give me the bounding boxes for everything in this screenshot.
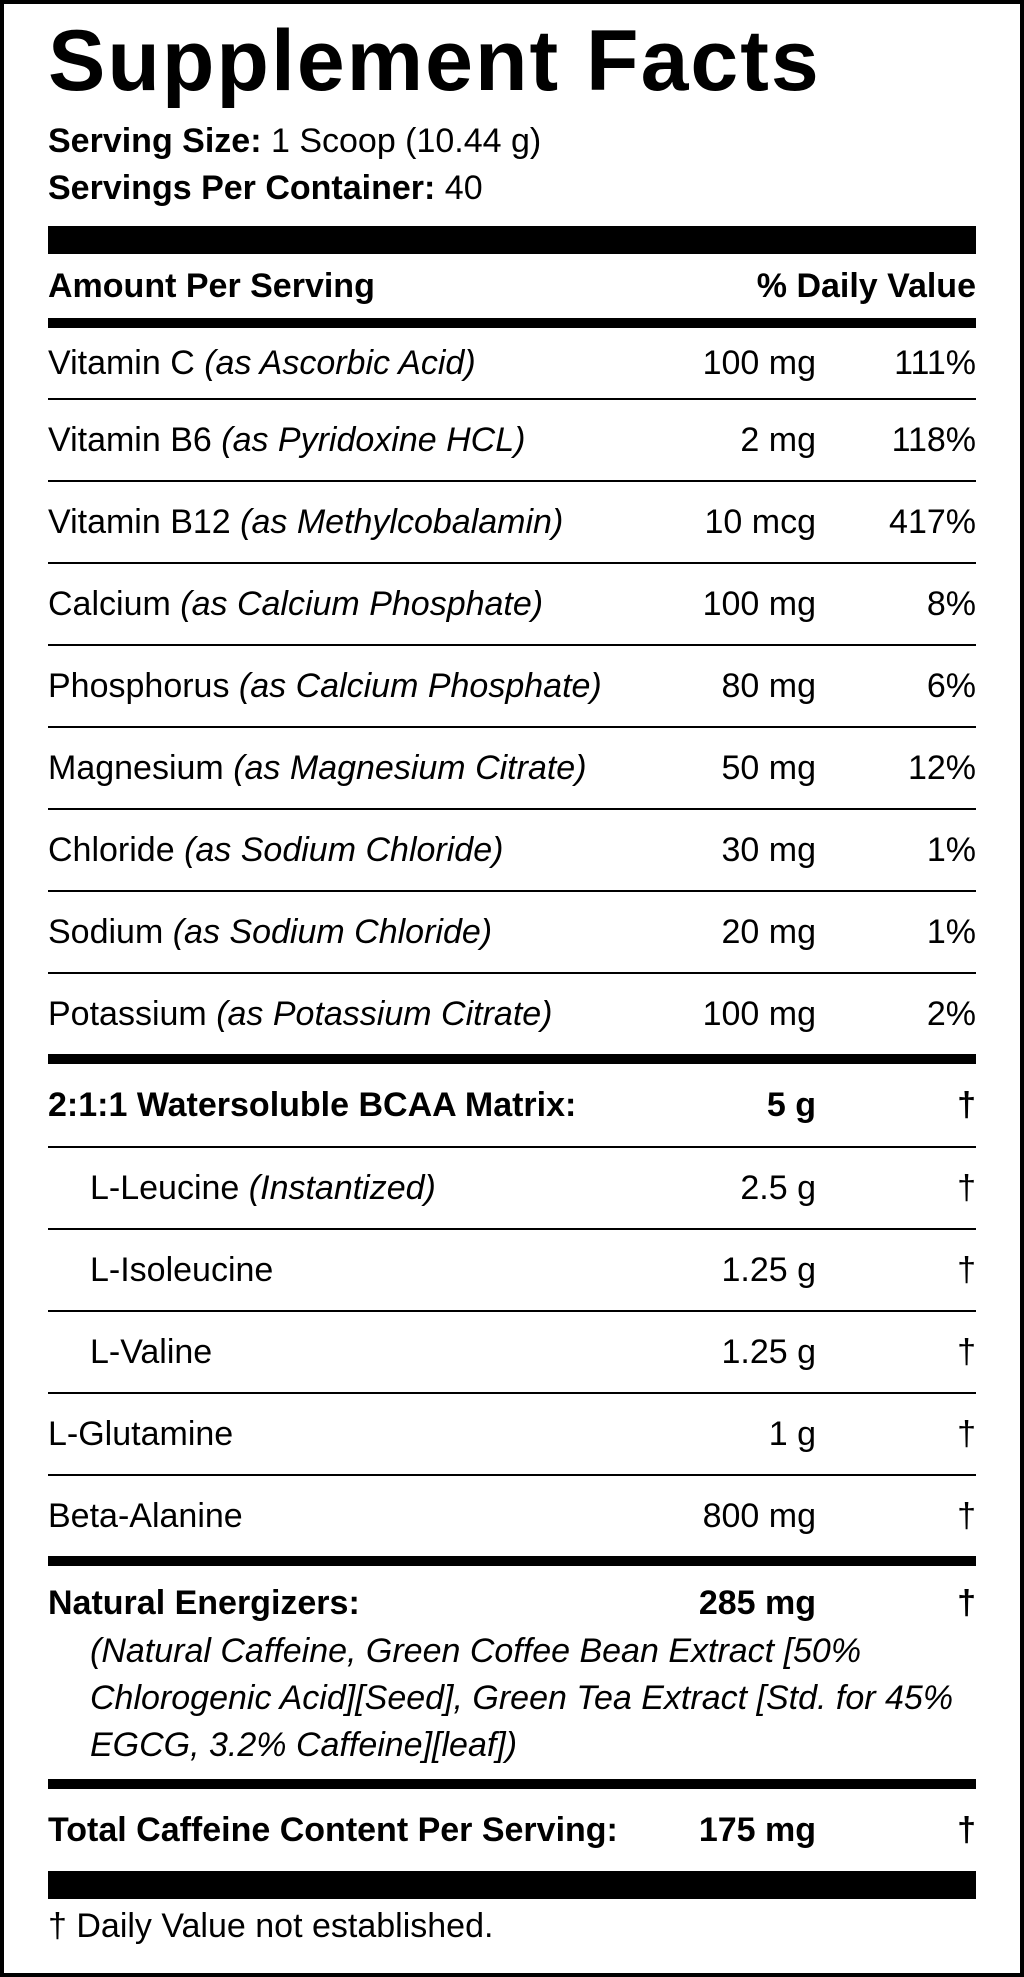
ingredient-row — [48, 1392, 976, 1474]
ingredient-dv: † — [957, 1168, 976, 1207]
bcaa-name: 2:1:1 Watersoluble BCAA Matrix: — [48, 1085, 577, 1124]
nutrient-source: (as Methylcobalamin) — [240, 502, 564, 541]
energizers-desc-line: Chlorogenic Acid][Seed], Green Tea Extract [Std. for 45% — [90, 1679, 954, 1717]
nutrient-name: Potassium — [48, 994, 207, 1033]
ingredient-row — [48, 1474, 976, 1556]
thick-divider — [48, 1871, 976, 1899]
nutrient-name: Calcium — [48, 584, 171, 623]
nutrient-dv: 2% — [926, 994, 976, 1033]
ingredient-name: Beta-Alanine — [48, 1496, 243, 1535]
nutrient-row — [48, 726, 976, 808]
nutrient-row — [48, 480, 976, 562]
energizers-description — [48, 1628, 976, 1769]
bcaa-matrix-row — [48, 1064, 976, 1146]
nutrient-name: Magnesium — [48, 748, 224, 787]
nutrient-amount: 100 mg — [702, 584, 816, 623]
ingredient-name: L-Valine — [90, 1332, 213, 1371]
ingredient-amount: 800 mg — [702, 1496, 816, 1535]
nutrient-dv: 8% — [926, 584, 976, 623]
nutrient-amount: 80 mg — [721, 666, 816, 705]
nutrient-name: Phosphorus — [48, 666, 230, 705]
nutrient-dv: 12% — [907, 748, 976, 787]
nutrient-source: (as Sodium Chloride) — [184, 830, 504, 869]
ingredient-dv: † — [957, 1414, 976, 1453]
nutrient-amount: 2 mg — [740, 420, 816, 459]
nutrient-dv: 118% — [891, 420, 976, 459]
nutrient-dv: 1% — [926, 830, 976, 869]
nutrient-amount: 50 mg — [721, 748, 816, 787]
nutrient-source: (as Calcium Phosphate) — [238, 666, 602, 705]
amount-per-serving-header: Amount Per Serving — [48, 266, 375, 305]
ingredient-name: L-Isoleucine — [90, 1250, 274, 1289]
ingredient-name: L-Glutamine — [48, 1414, 234, 1453]
total-caffeine-amount: 175 mg — [698, 1810, 816, 1849]
nutrient-row — [48, 808, 976, 890]
nutrient-amount: 20 mg — [721, 912, 816, 951]
medium-divider — [48, 1054, 976, 1064]
nutrient-source: (as Magnesium Citrate) — [233, 748, 587, 787]
ingredient-dv: † — [957, 1332, 976, 1371]
nutrient-row — [48, 562, 976, 644]
nutrient-name: Chloride — [48, 830, 175, 869]
nutrient-dv: 111% — [894, 343, 976, 382]
panel-title: Supplement Facts — [48, 13, 821, 109]
nutrient-name: Vitamin B6 — [48, 420, 212, 459]
nutrient-name: Vitamin B12 — [48, 502, 231, 541]
bcaa-item-row — [48, 1310, 976, 1392]
nutrient-source: (as Potassium Citrate) — [216, 994, 553, 1033]
ingredient-source: (Instantized) — [248, 1168, 436, 1207]
bcaa-item-row — [48, 1146, 976, 1228]
servings-per-container — [48, 165, 976, 212]
nutrient-row — [48, 644, 976, 726]
ingredient-dv: † — [957, 1250, 976, 1289]
energizers-name: Natural Energizers: — [48, 1583, 360, 1622]
nutrient-dv: 1% — [926, 912, 976, 951]
ingredient-dv: † — [957, 1496, 976, 1535]
energizers-desc-line: EGCG, 3.2% Caffeine][leaf]) — [90, 1726, 518, 1764]
nutrient-dv: 6% — [926, 666, 976, 705]
nutrient-amount: 100 mg — [702, 343, 816, 382]
nutrient-source: (as Sodium Chloride) — [172, 912, 493, 951]
nutrient-source: (as Calcium Phosphate) — [180, 584, 544, 623]
energizers-amount: 285 mg — [698, 1583, 816, 1622]
nutrient-row — [48, 398, 976, 480]
energizers-dv: † — [957, 1583, 976, 1622]
ingredient-name: L-Leucine — [90, 1168, 240, 1207]
ingredient-amount: 1 g — [768, 1414, 816, 1453]
serving-size-value: 1 Scoop (10.44 g) — [261, 122, 542, 160]
medium-divider — [48, 318, 976, 328]
ingredient-amount: 2.5 g — [740, 1168, 816, 1207]
total-caffeine-row — [48, 1789, 976, 1871]
nutrient-name: Sodium — [48, 912, 164, 951]
serving-size — [48, 118, 976, 165]
serving-size-label: Serving Size: — [48, 122, 262, 160]
column-header — [48, 254, 976, 318]
bcaa-item-row — [48, 1228, 976, 1310]
servings-per-container-value: 40 — [435, 169, 483, 207]
total-caffeine-name: Total Caffeine Content Per Serving: — [48, 1810, 618, 1849]
bcaa-dv: † — [957, 1085, 976, 1124]
nutrient-amount: 100 mg — [702, 994, 816, 1033]
nutrient-row — [48, 328, 976, 398]
nutrient-source: (as Ascorbic Acid) — [204, 343, 476, 382]
total-caffeine-dv: † — [957, 1810, 976, 1849]
nutrient-name: Vitamin C — [48, 343, 195, 382]
daily-value-header: % Daily Value — [756, 266, 976, 305]
natural-energizers-block — [48, 1566, 976, 1779]
servings-per-container-label: Servings Per Container: — [48, 169, 436, 207]
ingredient-amount: 1.25 g — [721, 1332, 816, 1371]
footnote: † Daily Value not established. — [48, 1907, 494, 1945]
nutrient-source: (as Pyridoxine HCL) — [221, 420, 526, 459]
nutrient-amount: 30 mg — [721, 830, 816, 869]
medium-divider — [48, 1556, 976, 1566]
energizers-desc-line: (Natural Caffeine, Green Coffee Bean Extract [50% — [90, 1632, 862, 1670]
nutrient-row — [48, 972, 976, 1054]
bcaa-amount: 5 g — [766, 1085, 816, 1124]
nutrient-dv: 417% — [889, 502, 976, 541]
nutrient-row — [48, 890, 976, 972]
thick-divider — [48, 226, 976, 254]
nutrient-amount: 10 mcg — [704, 502, 816, 541]
ingredient-amount: 1.25 g — [721, 1250, 816, 1289]
medium-divider — [48, 1779, 976, 1789]
